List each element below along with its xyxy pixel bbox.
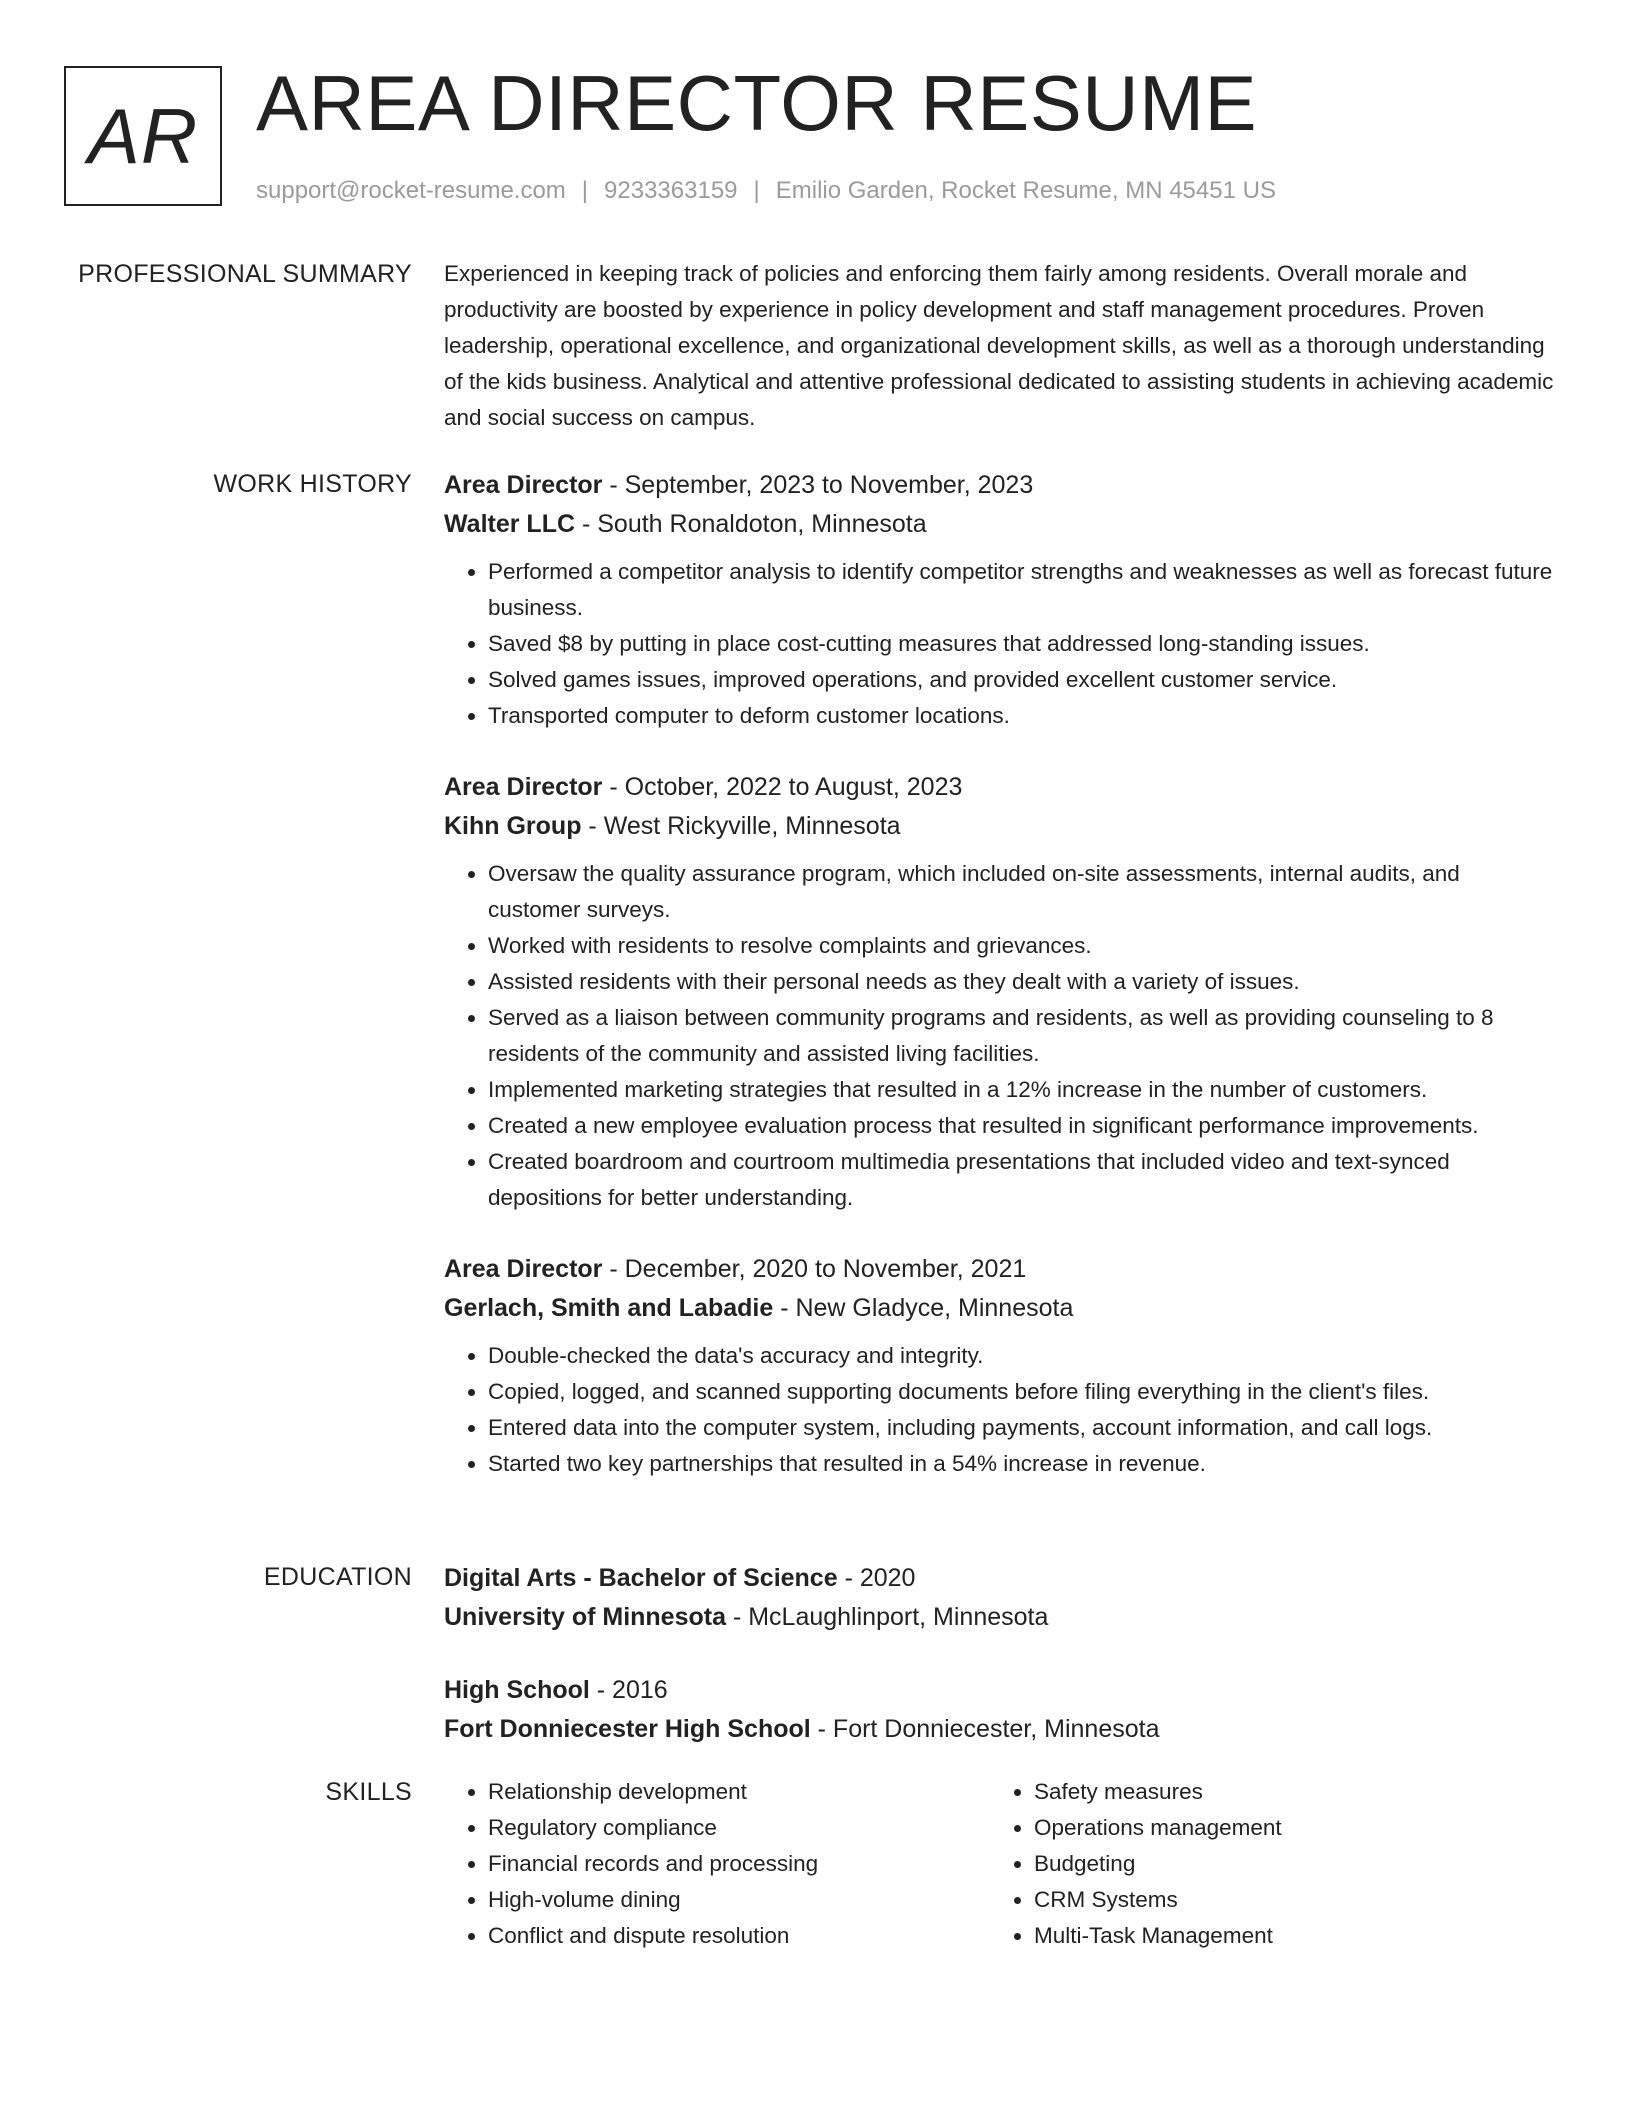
school: University of Minnesota	[444, 1603, 726, 1631]
list-item: • Worked with residents to resolve complaints and grievances.	[488, 928, 1556, 964]
degree-line	[444, 1559, 1556, 1598]
summary-body	[444, 256, 1556, 436]
list-item: • Served as a liaison between community programs and residents, as well as providing counseling to 8 residents of the community and assisted living facilities.	[488, 1000, 1556, 1072]
job-company: Kihn Group	[444, 812, 582, 840]
contact-separator: |	[581, 177, 589, 204]
job-location: - New Gladyce, Minnesota	[773, 1294, 1074, 1322]
contact-line	[256, 176, 1276, 206]
list-item: • Saved $8 by putting in place cost-cutting measures that addressed long-standing issues.	[488, 626, 1556, 662]
list-item: • Implemented marketing strategies that resulted in a 12% increase in the number of customers.	[488, 1072, 1556, 1108]
list-item: • Double-checked the data's accuracy and integrity.	[488, 1338, 1556, 1374]
degree-year: - 2016	[589, 1676, 668, 1704]
job-title-line	[444, 466, 1556, 505]
job-bullets	[444, 856, 1556, 1216]
job-company-line	[444, 505, 1556, 544]
job-dates: - October, 2022 to August, 2023	[602, 773, 963, 801]
job-entry	[444, 768, 1556, 1216]
section-label-education: EDUCATION	[263, 1563, 412, 1591]
skills-list	[444, 1774, 990, 1954]
education-entry	[444, 1671, 1556, 1749]
list-item: • Solved games issues, improved operations, and provided excellent customer service.	[488, 662, 1556, 698]
skills-columns	[444, 1774, 1556, 1954]
skill-item: • Operations management	[1034, 1810, 1536, 1846]
skills-column-right	[990, 1774, 1536, 1954]
job-bullets	[444, 1338, 1556, 1482]
monogram-initials: AR	[87, 91, 199, 180]
degree-line	[444, 1671, 1556, 1710]
list-item: • Performed a competitor analysis to identify competitor strengths and weaknesses as well as forecast future business.	[488, 554, 1556, 626]
job-location: - West Rickyville, Minnesota	[581, 812, 901, 840]
education-entry	[444, 1559, 1556, 1637]
contact-email[interactable]: support@rocket-resume.com	[256, 177, 566, 204]
contact-phone[interactable]: 9233363159	[604, 177, 738, 204]
list-item: • Copied, logged, and scanned supporting documents before filing everything in the client's files.	[488, 1374, 1556, 1410]
section-label-skills: SKILLS	[325, 1778, 412, 1806]
job-company: Gerlach, Smith and Labadie	[444, 1294, 774, 1322]
degree: Digital Arts - Bachelor of Science	[444, 1564, 838, 1592]
skill-item: • Conflict and dispute resolution	[488, 1918, 990, 1954]
skill-item: • CRM Systems	[1034, 1882, 1536, 1918]
degree-year: - 2020	[837, 1564, 916, 1592]
summary-text: Experienced in keeping track of policies and enforcing them fairly among residents. Overall morale and productivity are boosted by experience in policy development and staff management procedures. Proven leadership, operational excellence, and organizational development skills, as well as a thorough understanding of the kids business. Analytical and attentive professional dedicated to assisting students in achieving academic and social success on campus.	[444, 261, 1554, 430]
job-bullets	[444, 554, 1556, 734]
list-item: • Assisted residents with their personal needs as they dealt with a variety of issues.	[488, 964, 1556, 1000]
resume-title: AREA DIRECTOR RESUME	[256, 59, 1258, 147]
section-label-work-history: WORK HISTORY	[213, 470, 412, 498]
school-location: - Fort Donniecester, Minnesota	[810, 1715, 1160, 1743]
skill-item: • Financial records and processing	[488, 1846, 990, 1882]
list-item: • Started two key partnerships that resulted in a 54% increase in revenue.	[488, 1446, 1556, 1482]
skills-column-left	[444, 1774, 990, 1954]
job-company-line	[444, 807, 1556, 846]
school-location: - McLaughlinport, Minnesota	[726, 1603, 1049, 1631]
job-entry	[444, 466, 1556, 734]
job-title-line	[444, 768, 1556, 807]
job-title-line	[444, 1250, 1556, 1289]
job-title: Area Director	[444, 1255, 603, 1283]
list-item: • Transported computer to deform customer locations.	[488, 698, 1556, 734]
job-location: - South Ronaldoton, Minnesota	[575, 510, 927, 538]
skill-item: • Budgeting	[1034, 1846, 1536, 1882]
job-entry	[444, 1250, 1556, 1482]
job-company: Walter LLC	[444, 510, 576, 538]
contact-address: Emilio Garden, Rocket Resume, MN 45451 US	[775, 177, 1276, 204]
school: Fort Donniecester High School	[444, 1715, 811, 1743]
skill-item: • Regulatory compliance	[488, 1810, 990, 1846]
list-item: • Entered data into the computer system, including payments, account information, and call logs.	[488, 1410, 1556, 1446]
school-line	[444, 1710, 1556, 1749]
list-item: • Oversaw the quality assurance program, which included on-site assessments, internal audits, and customer surveys.	[488, 856, 1556, 928]
school-line	[444, 1598, 1556, 1637]
work-history-body	[444, 466, 1556, 1516]
skill-item: • Relationship development	[488, 1774, 990, 1810]
degree: High School	[444, 1676, 590, 1704]
section-label-summary: PROFESSIONAL SUMMARY	[78, 260, 412, 288]
list-item: • Created boardroom and courtroom multimedia presentations that included video and text-synced depositions for better understanding.	[488, 1144, 1556, 1216]
skills-list	[990, 1774, 1536, 1954]
skill-item: • High-volume dining	[488, 1882, 990, 1918]
skills-body	[444, 1774, 1556, 1954]
job-title: Area Director	[444, 773, 603, 801]
skill-item: • Safety measures	[1034, 1774, 1536, 1810]
education-body	[444, 1559, 1556, 1783]
contact-separator: |	[753, 177, 760, 204]
job-dates: - December, 2020 to November, 2021	[602, 1255, 1027, 1283]
skill-item: • Multi-Task Management	[1034, 1918, 1536, 1954]
job-title: Area Director	[444, 471, 603, 499]
monogram-badge	[64, 66, 222, 206]
list-item: • Created a new employee evaluation process that resulted in significant performance improvements.	[488, 1108, 1556, 1144]
job-dates: - September, 2023 to November, 2023	[602, 471, 1034, 499]
job-company-line	[444, 1289, 1556, 1328]
